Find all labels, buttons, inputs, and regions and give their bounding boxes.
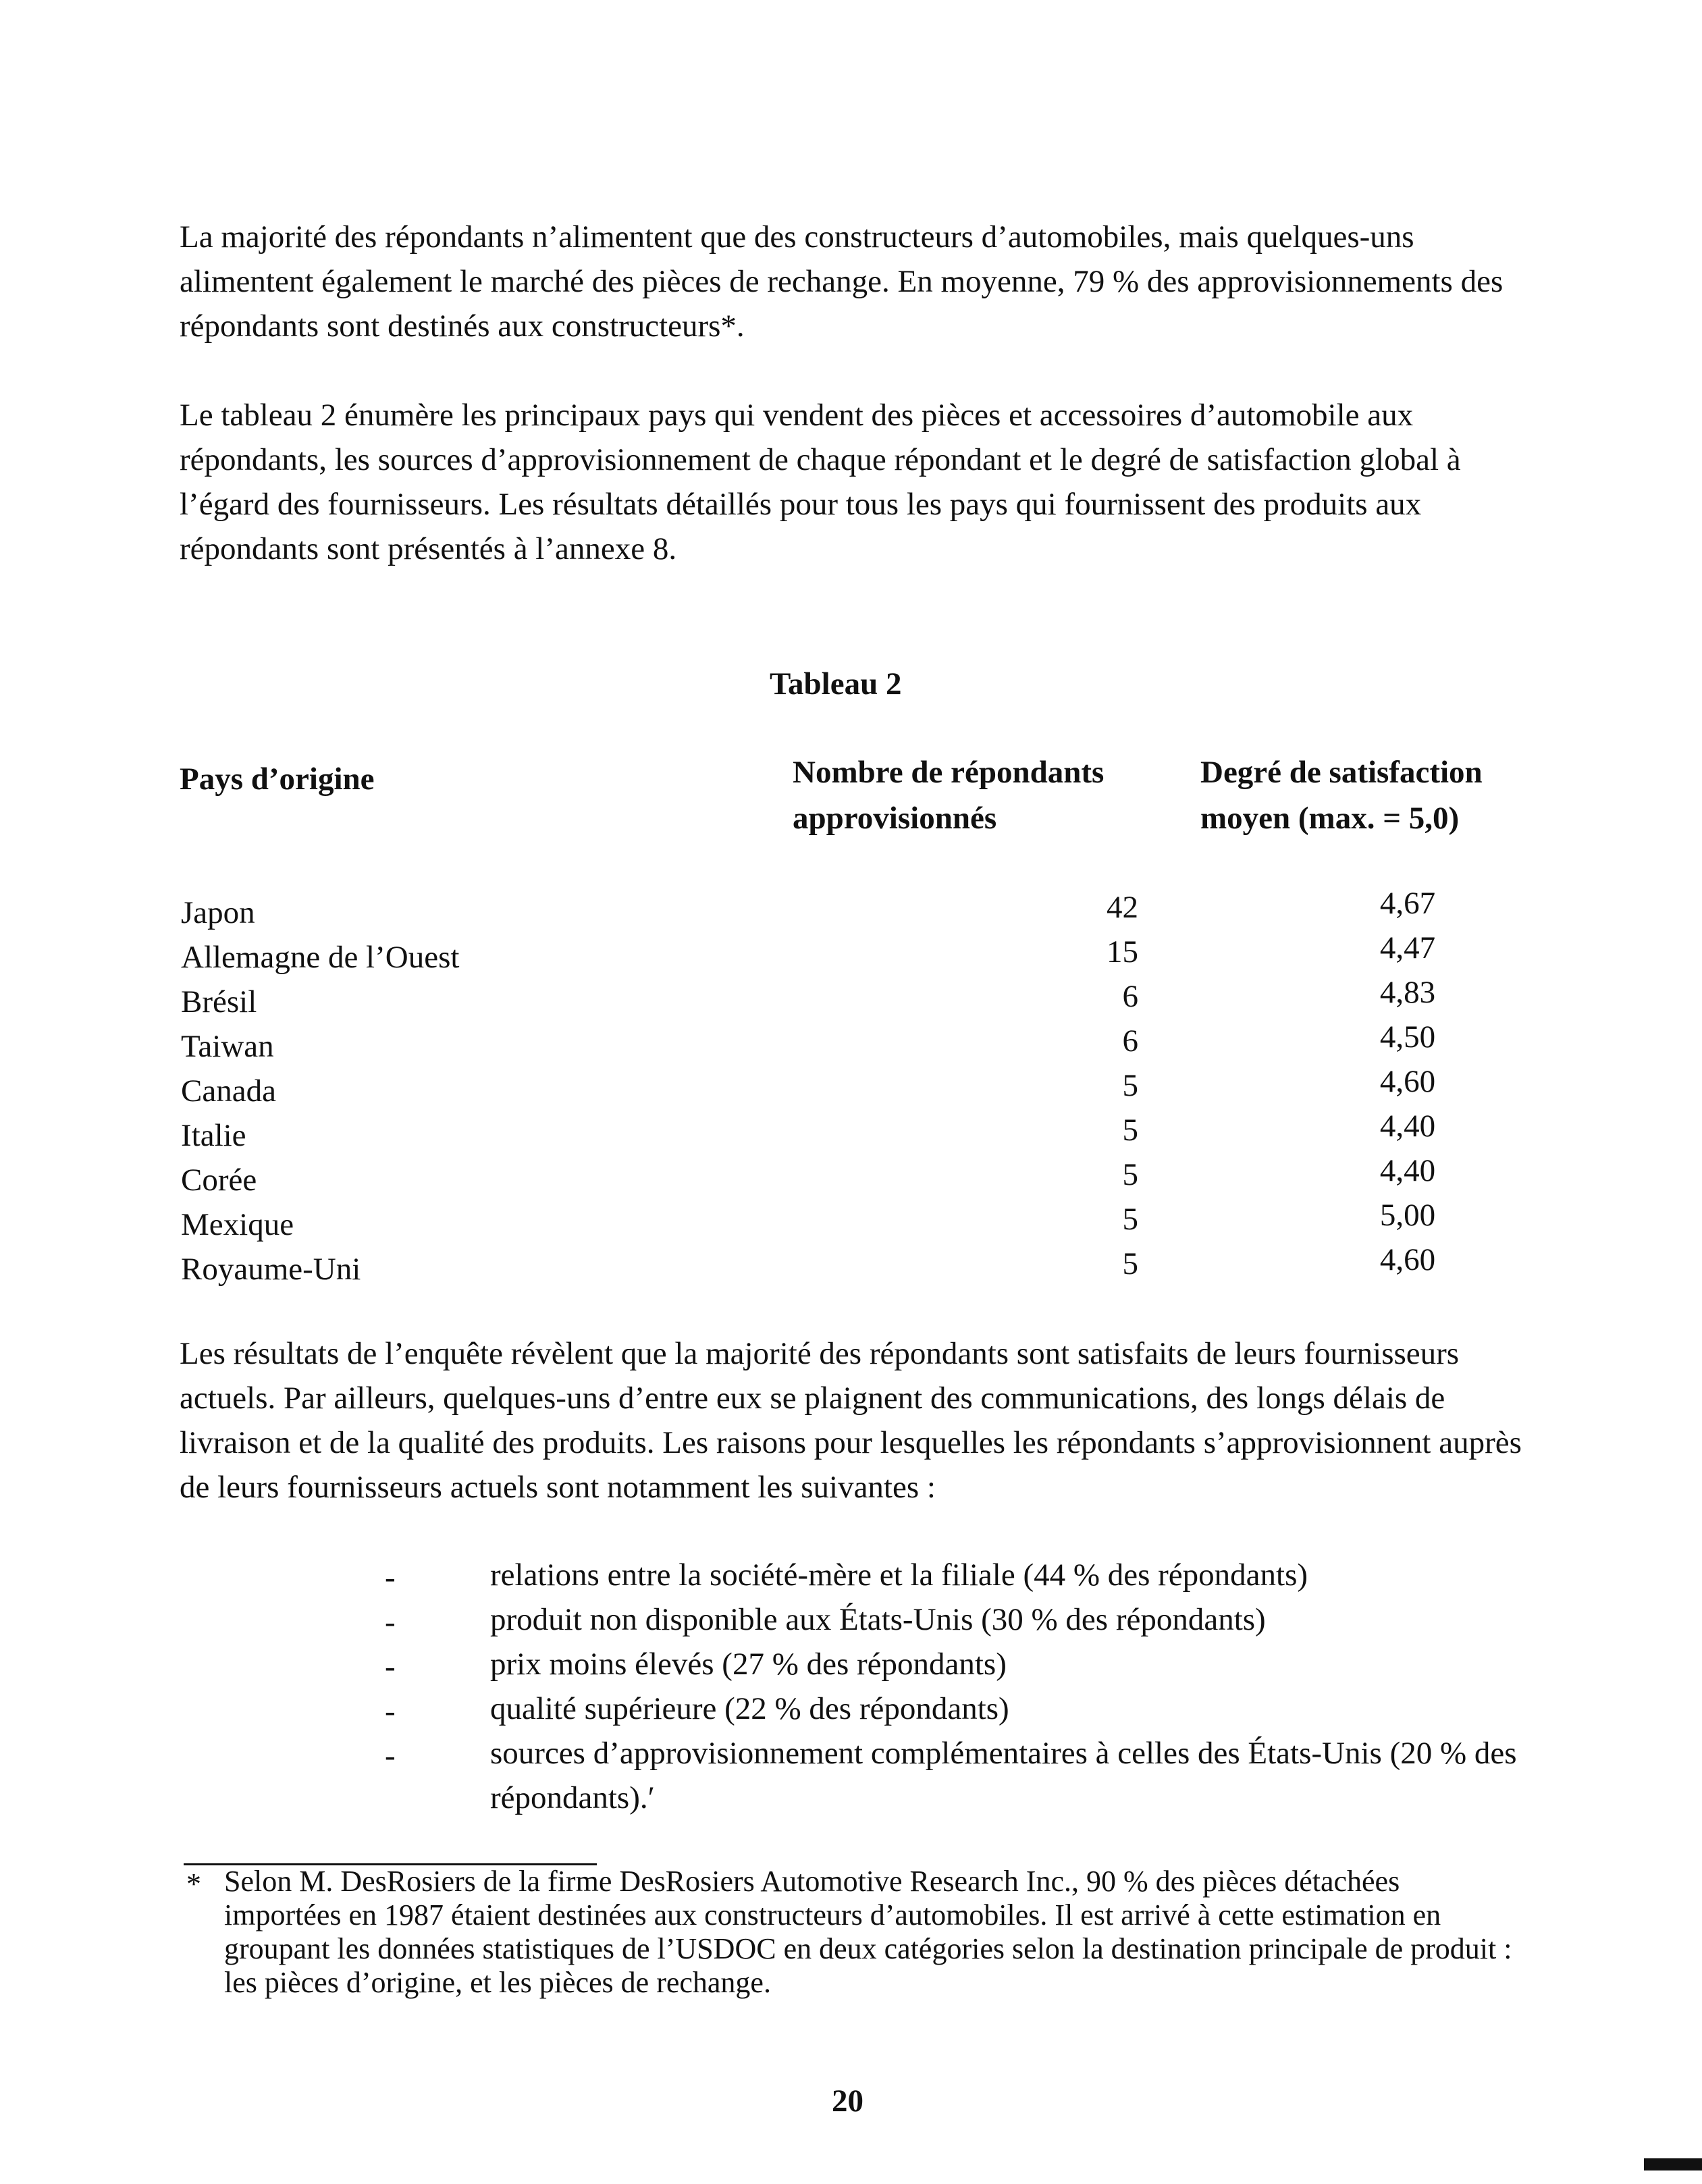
table-row bbox=[180, 886, 1462, 939]
table-row bbox=[180, 930, 1462, 984]
footnote bbox=[186, 1865, 1523, 2000]
cell-count: 15 bbox=[1107, 934, 1138, 969]
intro-paragraph-2-text: Le tableau 2 énumère les principaux pays qui vendent des pièces et accessoires d’automobile aux répondants, les sources d’approvisionnement de chaque répondant et le degré de satisfaction global à l’égard des fournisseurs. Les résultats détaillés pour tous les pays qui fournissent des produits aux répondants sont présentés à l’annexe 8. bbox=[180, 398, 1461, 566]
list-item bbox=[385, 1642, 1533, 1686]
cell-country: Canada bbox=[181, 1073, 276, 1109]
scan-edge-mark bbox=[1644, 2158, 1702, 2170]
cell-satisfaction: 4,60 bbox=[1379, 1242, 1436, 1277]
footnote-marker: * bbox=[186, 1867, 201, 1900]
dash-bullet: - bbox=[385, 1694, 396, 1729]
cell-country: Brésil bbox=[181, 984, 257, 1019]
list-item bbox=[385, 1731, 1530, 1820]
page-number: 20 bbox=[832, 2083, 863, 2119]
cell-country: Allemagne de l’Ouest bbox=[181, 940, 460, 975]
table-row bbox=[180, 1198, 1462, 1251]
header-satisfaction-line-1: Degré de satisfaction bbox=[1200, 755, 1483, 790]
dash-bullet: - bbox=[385, 1649, 396, 1684]
list-item bbox=[385, 1553, 1533, 1597]
table-row bbox=[180, 1242, 1462, 1296]
header-satisfaction-line-2: moyen (max. = 5,0) bbox=[1200, 801, 1460, 836]
cell-satisfaction: 5,00 bbox=[1379, 1198, 1436, 1233]
intro-paragraph-2 bbox=[180, 393, 1530, 571]
cell-count: 6 bbox=[1122, 1023, 1138, 1059]
dash-bullet: - bbox=[385, 1605, 396, 1640]
cell-count: 5 bbox=[1122, 1113, 1138, 1148]
cell-country: Royaume-Uni bbox=[181, 1252, 361, 1287]
header-satisfaction bbox=[1200, 749, 1483, 841]
cell-count: 6 bbox=[1122, 979, 1138, 1014]
footnote-text: Selon M. DesRosiers de la firme DesRosiers Automotive Research Inc., 90 % des pièces détachées importées en 1987 étaient destinées aux constructeurs d’automobiles. Il est arrivé à cette estimation en groupant les données statistiques de l’USDOC en deux catégories selon la destination principale de produit : les pièces d’origine, et les pièces de rechange. bbox=[224, 1865, 1512, 1999]
reasons-list bbox=[385, 1553, 1533, 1820]
table-row bbox=[180, 975, 1462, 1028]
list-item bbox=[385, 1597, 1533, 1642]
header-count-line-1: Nombre de répondants bbox=[793, 755, 1105, 790]
results-paragraph-text: Les résultats de l’enquête révèlent que la majorité des répondants sont satisfaits de leurs fournisseurs actuels. Par ailleurs, quelques-uns d’entre eux se plaignent des communications, des longs délais de livraison et de la qualité des produits. Les raisons pour lesquelles les répondants s’approvisionnent auprès de leurs fournisseurs actuels sont notamment les suivantes : bbox=[180, 1336, 1522, 1505]
results-paragraph bbox=[180, 1331, 1530, 1510]
header-count-line-2: approvisionnés bbox=[793, 801, 997, 836]
cell-count: 5 bbox=[1122, 1246, 1138, 1281]
cell-satisfaction: 4,83 bbox=[1379, 975, 1436, 1010]
list-item-text: produit non disponible aux États-Unis (30 % des répondants) bbox=[490, 1602, 1266, 1637]
cell-satisfaction: 4,60 bbox=[1379, 1064, 1436, 1099]
table-row bbox=[180, 1019, 1462, 1073]
table-title: Tableau 2 bbox=[770, 666, 902, 701]
dash-bullet: - bbox=[385, 1738, 396, 1774]
table-row bbox=[180, 1109, 1462, 1162]
header-country: Pays d’origine bbox=[180, 762, 375, 797]
cell-satisfaction: 4,50 bbox=[1379, 1019, 1436, 1055]
header-count bbox=[793, 749, 1104, 841]
cell-count: 5 bbox=[1122, 1157, 1138, 1192]
list-item-text: qualité supérieure (22 % des répondants) bbox=[490, 1691, 1009, 1726]
cell-country: Italie bbox=[181, 1118, 246, 1153]
cell-satisfaction: 4,40 bbox=[1379, 1109, 1436, 1144]
list-item-text: relations entre la société-mère et la filiale (44 % des répondants) bbox=[490, 1557, 1308, 1593]
cell-country: Taiwan bbox=[181, 1029, 274, 1064]
table-row bbox=[180, 1153, 1462, 1206]
intro-paragraph-1 bbox=[180, 215, 1530, 348]
cell-count: 42 bbox=[1107, 890, 1138, 925]
list-item-text: sources d’approvisionnement complémentaires à celles des États-Unis (20 % des répondants).′ bbox=[490, 1736, 1517, 1815]
cell-satisfaction: 4,67 bbox=[1379, 886, 1436, 921]
intro-paragraph-1-text: La majorité des répondants n’alimentent que des constructeurs d’automobiles, mais quelques-uns alimentent également le marché des pièces de rechange. En moyenne, 79 % des approvisionnements des répondants sont destinés aux constructeurs*. bbox=[180, 219, 1504, 344]
cell-country: Corée bbox=[181, 1163, 257, 1198]
list-item bbox=[385, 1686, 1533, 1731]
dash-bullet: - bbox=[385, 1560, 396, 1595]
table-row bbox=[180, 1064, 1462, 1117]
list-item-text: prix moins élevés (27 % des répondants) bbox=[490, 1647, 1007, 1682]
cell-count: 5 bbox=[1122, 1202, 1138, 1237]
cell-satisfaction: 4,47 bbox=[1379, 930, 1436, 965]
cell-count: 5 bbox=[1122, 1068, 1138, 1103]
cell-country: Mexique bbox=[181, 1207, 294, 1242]
cell-country: Japon bbox=[181, 895, 255, 930]
cell-satisfaction: 4,40 bbox=[1379, 1153, 1436, 1188]
